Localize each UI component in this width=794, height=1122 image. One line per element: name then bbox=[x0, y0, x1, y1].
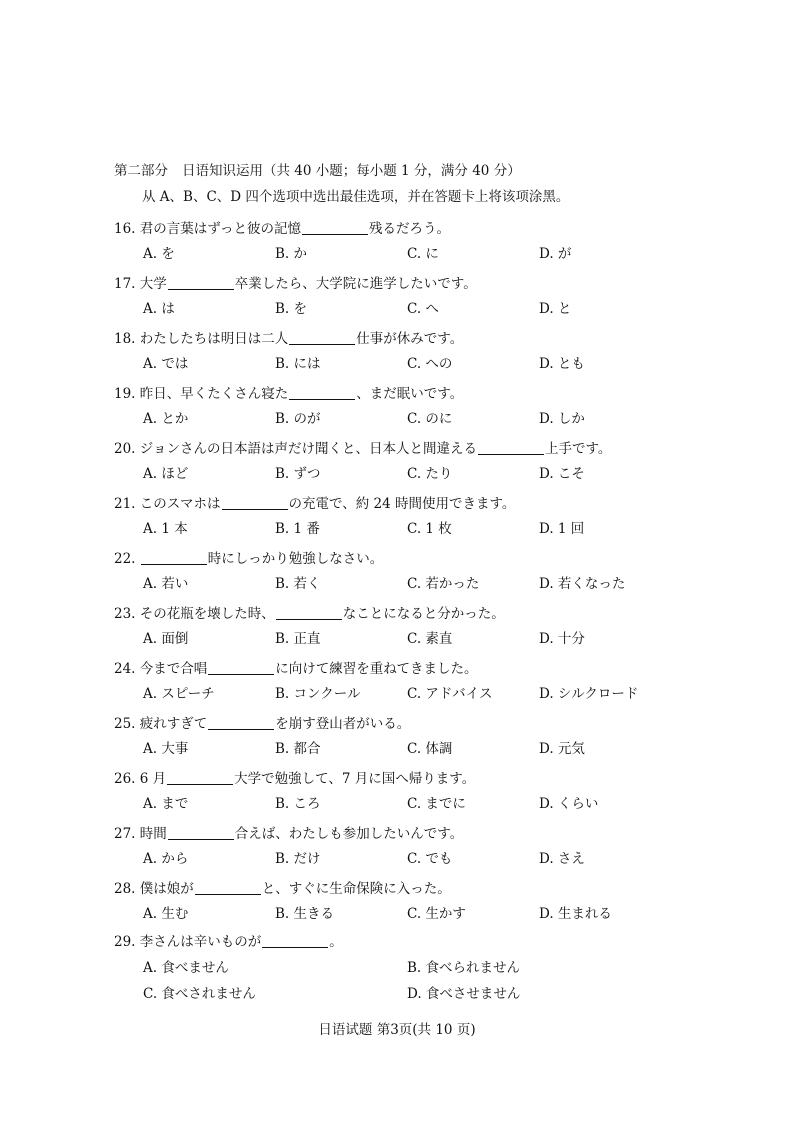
option-row bbox=[114, 849, 754, 869]
option-c: C. 食べされません bbox=[143, 986, 256, 1002]
option-d: D. 十分 bbox=[539, 631, 585, 647]
option-d: D. と bbox=[539, 301, 572, 317]
question-19 bbox=[114, 384, 754, 429]
option-a: A. は bbox=[143, 301, 175, 317]
option-c: C. たり bbox=[407, 466, 453, 482]
option-row bbox=[114, 904, 754, 924]
option-row bbox=[114, 519, 754, 539]
question-number: 27. bbox=[114, 826, 136, 842]
option-b: B. だけ bbox=[275, 851, 321, 867]
question-24 bbox=[114, 659, 754, 704]
question-number: 20. bbox=[114, 441, 136, 457]
option-b: B. のが bbox=[275, 411, 321, 427]
question-stem bbox=[114, 219, 754, 239]
option-b: B. を bbox=[275, 301, 308, 317]
question-number: 24. bbox=[114, 661, 136, 677]
answer-blank bbox=[478, 440, 544, 455]
question-16 bbox=[114, 219, 754, 264]
option-d: D. シルクロード bbox=[539, 686, 639, 702]
option-b: B. コンクール bbox=[275, 686, 361, 702]
question-20 bbox=[114, 439, 754, 484]
option-c: C. までに bbox=[407, 796, 466, 812]
option-c: C. アドバイス bbox=[407, 686, 493, 702]
question-text-post: 卒業したら、大学院に進学したいです。 bbox=[234, 276, 477, 292]
answer-blank bbox=[208, 660, 274, 675]
option-row-2 bbox=[114, 984, 754, 1004]
answer-blank bbox=[168, 275, 234, 290]
option-c: C. に bbox=[407, 246, 439, 262]
option-row bbox=[114, 464, 754, 484]
question-text-post: を崩す登山者がいる。 bbox=[275, 716, 411, 732]
question-stem bbox=[114, 824, 754, 844]
question-stem bbox=[114, 274, 754, 294]
option-b: B. には bbox=[275, 356, 321, 372]
question-text-post: と、すぐに生命保険に入った。 bbox=[261, 881, 451, 897]
question-number: 21. bbox=[114, 496, 136, 512]
answer-blank bbox=[276, 605, 342, 620]
question-number: 22. bbox=[114, 551, 136, 567]
question-26 bbox=[114, 769, 754, 814]
option-d: D. くらい bbox=[539, 796, 599, 812]
question-number: 29. bbox=[114, 934, 136, 950]
option-a: A. スピーチ bbox=[143, 686, 215, 702]
option-c: C. のに bbox=[407, 411, 453, 427]
question-text-post: 合えば、わたしも参加したいんです。 bbox=[234, 826, 464, 842]
answer-blank bbox=[289, 385, 355, 400]
question-text-pre: 今まで合唱 bbox=[139, 661, 208, 677]
question-text-pre: わたしたちは明日は二人 bbox=[139, 331, 289, 347]
question-text-pre: 李さんは辛いものが bbox=[139, 934, 262, 950]
option-row-1 bbox=[114, 958, 754, 978]
option-a: A. 生む bbox=[143, 906, 189, 922]
option-d: D. 若くなった bbox=[539, 576, 626, 592]
question-text-post: 残るだろう。 bbox=[368, 221, 450, 237]
question-stem bbox=[114, 769, 754, 789]
option-b: B. 生きる bbox=[275, 906, 335, 922]
question-25 bbox=[114, 714, 754, 759]
option-a: A. 面倒 bbox=[143, 631, 189, 647]
option-c: C. へ bbox=[407, 301, 439, 317]
question-text-post: 仕事が休みです。 bbox=[356, 331, 464, 347]
question-22 bbox=[114, 549, 754, 594]
question-text-pre: 君の言葉はずっと彼の記憶 bbox=[139, 221, 301, 237]
option-row bbox=[114, 244, 754, 264]
answer-blank bbox=[208, 715, 274, 730]
question-text-pre: ジョンさんの日本語は声だけ聞くと、日本人と間違える bbox=[139, 441, 478, 457]
option-b: B. ずつ bbox=[275, 466, 321, 482]
option-b: B. 食べられません bbox=[407, 960, 521, 976]
question-text-pre: 6 月 bbox=[139, 771, 167, 787]
question-stem bbox=[114, 494, 754, 514]
question-text-pre: その花瓶を壊した時、 bbox=[139, 606, 275, 622]
question-number: 28. bbox=[114, 881, 136, 897]
question-text-post: 、まだ眠いです。 bbox=[356, 386, 464, 402]
answer-blank bbox=[141, 550, 207, 565]
question-stem bbox=[114, 439, 754, 459]
option-b: B. 1 番 bbox=[275, 521, 320, 537]
question-number: 23. bbox=[114, 606, 136, 622]
option-b: B. 都合 bbox=[275, 741, 321, 757]
question-18 bbox=[114, 329, 754, 374]
section-instruction: 从 A、B、C、D 四个选项中选出最佳选项，并在答题卡上将该项涂黑。 bbox=[142, 189, 570, 205]
question-27 bbox=[114, 824, 754, 869]
question-21 bbox=[114, 494, 754, 539]
answer-blank bbox=[167, 770, 233, 785]
answer-blank bbox=[302, 220, 368, 235]
option-row bbox=[114, 354, 754, 374]
option-d: D. 食べさせません bbox=[407, 986, 521, 1002]
question-text-pre: 僕は娘が bbox=[139, 881, 194, 897]
question-text-post: 時にしっかり勉強しなさい。 bbox=[207, 551, 384, 567]
question-stem bbox=[114, 714, 754, 734]
question-17 bbox=[114, 274, 754, 319]
question-number: 17. bbox=[114, 276, 136, 292]
option-b: B. か bbox=[275, 246, 308, 262]
option-c: C. 1 枚 bbox=[407, 521, 452, 537]
question-stem bbox=[114, 932, 754, 952]
answer-blank bbox=[222, 495, 288, 510]
page-footer: 日语试题 第3页(共 10 页) bbox=[318, 1022, 476, 1038]
option-row bbox=[114, 739, 754, 759]
option-a: A. 食べません bbox=[143, 960, 229, 976]
question-text-post: 。 bbox=[329, 934, 343, 950]
section-title: 第二部分 bbox=[114, 163, 168, 179]
option-d: D. が bbox=[539, 246, 572, 262]
option-row bbox=[114, 409, 754, 429]
option-d: D. とも bbox=[539, 356, 585, 372]
question-stem bbox=[114, 659, 754, 679]
answer-blank bbox=[262, 933, 328, 948]
option-a: A. から bbox=[143, 851, 189, 867]
option-c: C. への bbox=[407, 356, 453, 372]
question-number: 18. bbox=[114, 331, 136, 347]
question-text-post: なことになると分かった。 bbox=[342, 606, 505, 622]
question-stem bbox=[114, 329, 754, 349]
question-number: 26. bbox=[114, 771, 136, 787]
question-28 bbox=[114, 879, 754, 924]
question-23 bbox=[114, 604, 754, 649]
section-subtitle: 日语知识运用（共 40 小题；每小题 1 分，满分 40 分） bbox=[182, 163, 521, 179]
option-d: D. さえ bbox=[539, 851, 585, 867]
section-header bbox=[114, 159, 521, 179]
option-d: D. 元気 bbox=[539, 741, 585, 757]
option-b: B. 正直 bbox=[275, 631, 321, 647]
option-row bbox=[114, 629, 754, 649]
question-stem bbox=[114, 604, 754, 624]
answer-blank bbox=[289, 330, 355, 345]
option-a: A. 大事 bbox=[143, 741, 189, 757]
option-d: D. 生まれる bbox=[539, 906, 612, 922]
question-text-pre: 昨日、早くたくさん寝た bbox=[139, 386, 289, 402]
option-b: B. 若く bbox=[275, 576, 321, 592]
option-row bbox=[114, 299, 754, 319]
option-b: B. ころ bbox=[275, 796, 321, 812]
question-stem bbox=[114, 879, 754, 899]
option-c: C. 素直 bbox=[407, 631, 453, 647]
option-a: A. まで bbox=[143, 796, 189, 812]
question-text-pre: このスマホは bbox=[139, 496, 221, 512]
option-a: A. とか bbox=[143, 411, 189, 427]
question-number: 19. bbox=[114, 386, 136, 402]
question-text-post: の充電で、約 24 時間使用できます。 bbox=[288, 496, 516, 512]
option-c: C. 生かす bbox=[407, 906, 466, 922]
question-number: 25. bbox=[114, 716, 136, 732]
question-text-pre: 時間 bbox=[139, 826, 167, 842]
option-row bbox=[114, 794, 754, 814]
option-row bbox=[114, 574, 754, 594]
answer-blank bbox=[168, 825, 234, 840]
question-stem bbox=[114, 549, 754, 569]
option-a: A. では bbox=[143, 356, 189, 372]
option-c: C. 若かった bbox=[407, 576, 480, 592]
question-text-pre: 大学 bbox=[139, 276, 167, 292]
option-row bbox=[114, 684, 754, 704]
question-text-post: に向けて練習を重ねてきました。 bbox=[275, 661, 478, 677]
option-d: D. 1 回 bbox=[539, 521, 585, 537]
option-c: C. 体調 bbox=[407, 741, 453, 757]
option-a: A. を bbox=[143, 246, 175, 262]
option-a: A. 若い bbox=[143, 576, 189, 592]
question-29 bbox=[114, 932, 754, 1004]
question-text-post: 上手です。 bbox=[545, 441, 612, 457]
option-a: A. 1 本 bbox=[143, 521, 188, 537]
question-text-post: 大学で勉強して、7 月に国へ帰ります。 bbox=[234, 771, 476, 787]
option-d: D. しか bbox=[539, 411, 585, 427]
question-text-pre: 疲れすぎて bbox=[139, 716, 208, 732]
question-number: 16. bbox=[114, 221, 136, 237]
option-a: A. ほど bbox=[143, 466, 189, 482]
answer-blank bbox=[195, 880, 261, 895]
option-d: D. こそ bbox=[539, 466, 585, 482]
question-stem bbox=[114, 384, 754, 404]
option-c: C. でも bbox=[407, 851, 453, 867]
